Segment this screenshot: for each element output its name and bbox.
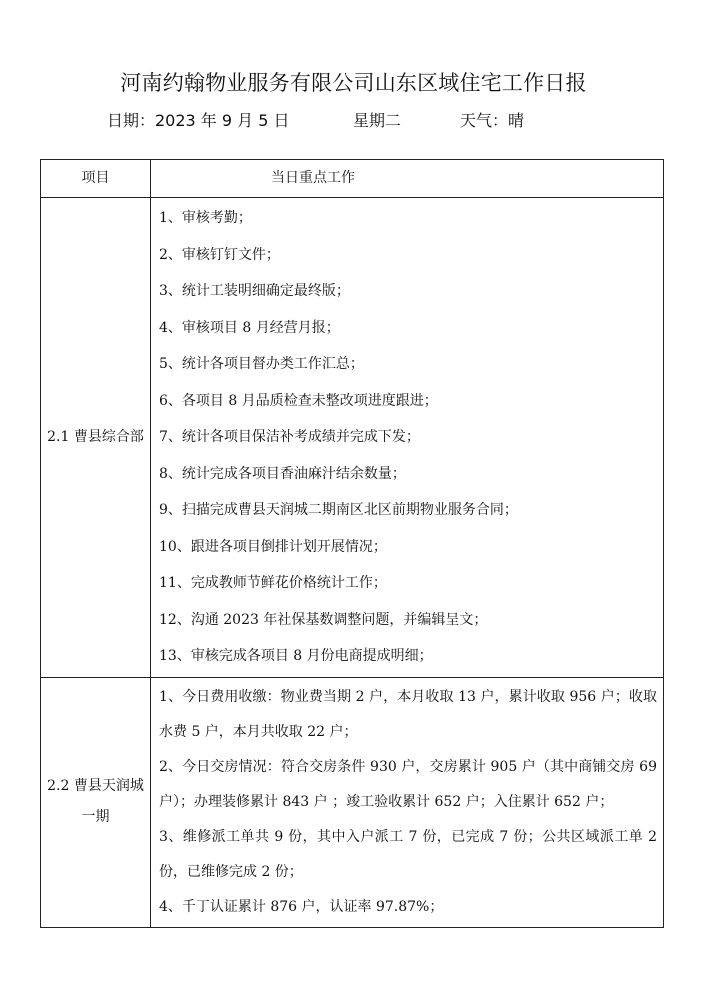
report-weekday: 星期二: [353, 111, 402, 130]
header-project: 项目: [41, 160, 151, 198]
table-row-section-2: [41, 677, 664, 927]
list-item: 11、完成教师节鲜花价格统计工作；: [159, 575, 387, 591]
list-item: 2、审核钉钉文件；: [159, 246, 280, 263]
list-item: 4、千丁认证累计 876 户，认证率 97.87%；: [159, 898, 444, 915]
list-item: 5、统计各项目督办类工作汇总；: [159, 356, 364, 372]
table-row-section-1: [41, 198, 664, 678]
list-item: 1、今日费用收缴：物业费当期 2 户，本月收取 13 户，累计收取 956 户；收取水费 5 户，本月共收取 22 户；: [159, 688, 657, 740]
work-report-table: [40, 159, 664, 928]
list-item: 10、跟进各项目倒排计划开展情况；: [159, 538, 387, 555]
list-item: 4、审核项目 8 月经营月报；: [159, 319, 340, 336]
project-name-cell: 2.2 曹县天润城一期: [41, 677, 151, 927]
list-item: 2、今日交房情况：符合交房条件 930 户，交房累计 905 户（其中商铺交房 69 户）；办理装修累计 843 户 ；竣工验收累计 652 户；入住累计 652 户；: [159, 758, 657, 810]
project-name-cell: 2.1 曹县综合部: [41, 198, 151, 678]
list-item: 9、扫描完成曹县天润城二期南区北区前期物业服务合同；: [159, 502, 518, 518]
list-item: 8、统计完成各项目香油麻汁结余数量；: [159, 465, 406, 482]
work-item-list: [159, 200, 657, 675]
page-title: 河南约翰物业服务有限公司山东区域住宅工作日报: [120, 71, 587, 95]
list-item: 13、审核完成各项目 8 月份电商提成明细；: [159, 648, 433, 664]
list-item: 1、审核考勤；: [159, 210, 252, 226]
list-item: 3、维修派工单共 9 份，其中入户派工 7 份，已完成 7 份；公共区域派工单 2 份，已维修完成 2 份；: [159, 828, 657, 880]
report-date: 日期：2023 年 9 月 5 日: [107, 111, 290, 130]
list-item: 6、各项目 8 月品质检查未整改项进度跟进；: [159, 392, 438, 409]
report-weather: 天气：晴: [460, 111, 525, 130]
work-item-list: [159, 680, 657, 925]
table-header-row: [41, 160, 664, 198]
work-items-cell: [151, 677, 664, 927]
list-item: 12、沟通 2023 年社保基数调整问题，并编辑呈文；: [159, 611, 488, 628]
work-items-cell: [151, 198, 664, 678]
list-item: 3、统计工装明细确定最终版；: [159, 283, 350, 299]
list-item: 7、统计各项目保洁补考成绩并完成下发；: [159, 429, 420, 445]
header-key-work: 当日重点工作: [151, 160, 664, 198]
